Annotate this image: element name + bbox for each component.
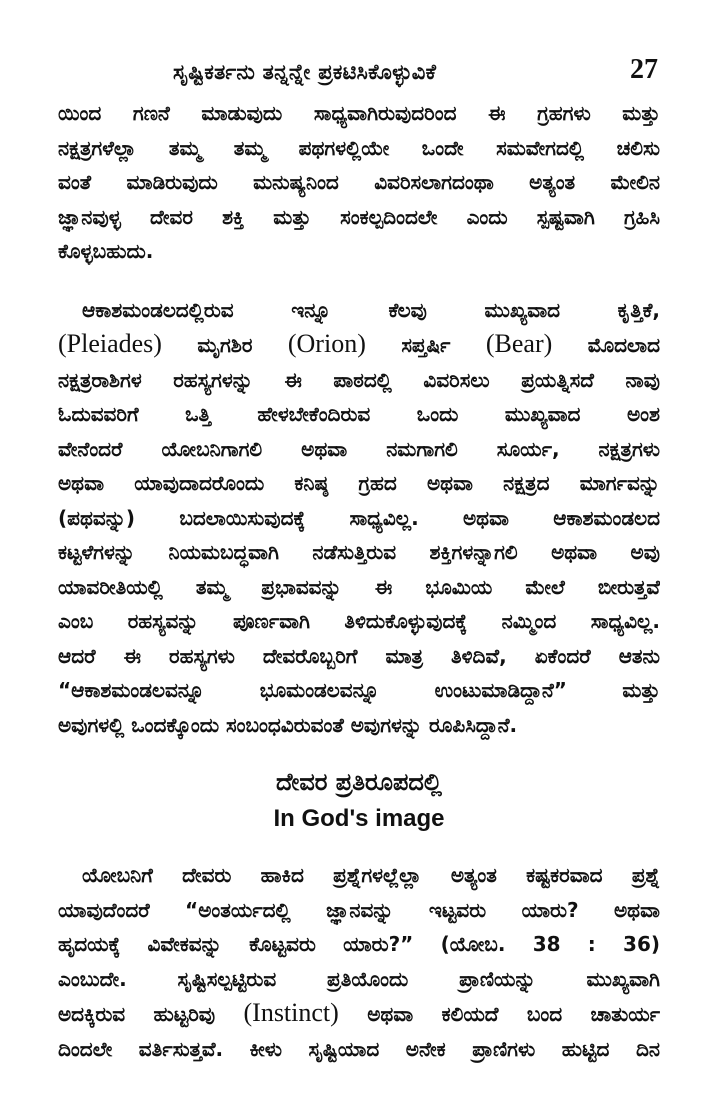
text-line: ಆದರೆ ಈ ರಹಸ್ಯಗಳು ದೇವರೊಬ್ಬರಿಗೆ ಮಾತ್ರ ತಿಳಿದಿವೆ, ಏಕೆಂದರೆ ಆತನು <box>58 643 660 668</box>
text-line-mixed <box>58 996 660 1032</box>
paragraph-constellations <box>58 293 660 743</box>
text-line: ಯಿಂದ ಗಣನೆ ಮಾಡುವುದು ಸಾಧ್ಯವಾಗಿರುವುದರಿಂದ ಈ ಗ್ರಹಗಳು ಮತ್ತು <box>58 101 660 125</box>
text-line: ದಿಂದಲೇ ವರ್ತಿಸುತ್ತವೆ. ಕೀಳು ಸೃಷ್ಟಿಯಾದ ಅನೇಕ ಪ್ರಾಣಿಗಳು ಹುಟ್ಟಿದ ದಿನ <box>58 1036 660 1061</box>
text-line: ಜ್ಞಾನವುಳ್ಳ ದೇವರ ಶಕ್ತಿ ಮತ್ತು ಸಂಕಲ್ಪದಿಂದಲೇ ಎಂದು ಸ್ಪಷ್ಟವಾಗಿ ಗ್ರಹಿಸಿ <box>58 204 660 229</box>
text-line: ಎಂಬುದೇ. ಸೃಷ್ಟಿಸಲ್ಪಟ್ಟಿರುವ ಪ್ರತಿಯೊಂದು ಪ್ರಾಣಿಯನ್ನು ಮುಖ್ಯವಾಗಿ <box>58 966 660 991</box>
section-heading-english: In God's image <box>273 805 445 832</box>
text-line: ಯಾವರೀತಿಯಲ್ಲಿ ತಮ್ಮ ಪ್ರಭಾವವನ್ನು ಈ ಭೂಮಿಯ ಮೇಲೆ ಬೀರುತ್ತವೆ <box>58 574 660 599</box>
term-instinct: (Instinct) <box>243 998 339 1027</box>
text-line: ಆಕಾಶಮಂಡಲದಲ್ಲಿರುವ ಇನ್ನೂ ಕೆಲವು ಮುಖ್ಯವಾದ ಕೃತ್ತಿಕೆ, <box>82 297 660 322</box>
paragraph-gods-image <box>58 858 660 1066</box>
text-line: ನಕ್ಷತ್ರರಾಶಿಗಳ ರಹಸ್ಯಗಳನ್ನು ಈ ಪಾಠದಲ್ಲಿ ವಿವರಿಸಲು ಪ್ರಯತ್ನಿಸದೆ ನಾವು <box>58 367 660 392</box>
text-line: ಯೋಬನಿಗೆ ದೇವರು ಹಾಕಿದ ಪ್ರಶ್ನೆಗಳಲ್ಲೆಲ್ಲಾ ಅತ್ಯಂತ ಕಷ್ಟಕರವಾದ ಪ್ರಶ್ನೆ <box>82 863 660 887</box>
term-pleiades: (Pleiades) <box>58 329 162 358</box>
text-line: ಯಾವುದೆಂದರೆ “ಅಂತರ್ಯದಲ್ಲಿ ಜ್ಞಾನವನ್ನು ಇಟ್ಟವರು ಯಾರು? ಅಥವಾ <box>58 897 660 922</box>
text-line: ಓದುವವರಿಗೆ ಒತ್ತಿ ಹೇಳಬೇಕೆಂದಿರುವ ಒಂದು ಮುಖ್ಯವಾದ ಅಂಶ <box>58 402 660 426</box>
text-line: ಎಂಬ ರಹಸ್ಯವನ್ನು ಪೂರ್ಣವಾಗಿ ತಿಳಿದುಕೊಳ್ಳುವುದಕ್ಕೆ ನಮ್ಮಿಂದ ಸಾಧ್ಯವಿಲ್ಲ. <box>58 609 660 633</box>
term-saptarshi: ಸಪ್ತರ್ಷಿ <box>401 333 451 357</box>
term-bear: (Bear) <box>485 329 553 358</box>
text-line: ಕೊಳ್ಳಬಹುದು. <box>58 239 154 263</box>
running-title: ಸೃಷ್ಟಿಕರ್ತನು ತನ್ನನ್ನೇ ಪ್ರಕಟಿಸಿಕೊಳ್ಳುವಿಕೆ <box>173 60 437 84</box>
text-line: ಹೃದಯಕ್ಕೆ ವಿವೇಕವನ್ನು ಕೊಟ್ಟವರು ಯಾರು?” (ಯೋಬ. 38 : 36) <box>58 932 660 956</box>
text-line: “ಆಕಾಶಮಂಡಲವನ್ನೂ ಭೂಮಂಡಲವನ್ನೂ ಉಂಟುಮಾಡಿದ್ದಾನೆ” ಮತ್ತು <box>58 678 660 702</box>
running-head <box>58 50 660 96</box>
text-line: ವೇನೆಂದರೆ ಯೋಬನಿಗಾಗಲಿ ಅಥವಾ ನಮಗಾಗಲಿ ಸೂರ್ಯ, ನಕ್ಷತ್ರಗಳು <box>58 436 660 461</box>
text-line: ವಂತೆ ಮಾಡಿರುವುದು ಮನುಷ್ಯನಿಂದ ವಿವರಿಸಲಾಗದಂಥಾ ಅತ್ಯಂತ ಮೇಲಿನ <box>58 170 660 194</box>
section-heading <box>58 764 660 838</box>
text-line: (ಪಥವನ್ನು) ಬದಲಾಯಿಸುವುದಕ್ಕೆ ಸಾಧ್ಯವಿಲ್ಲ. ಅಥವಾ ಆಕಾಶಮಂಡಲದ <box>58 505 660 530</box>
term-orion: (Orion) <box>287 329 366 358</box>
section-heading-kannada: ದೇವರ ಪ್ರತಿರೂಪದಲ್ಲಿ <box>275 768 443 796</box>
term-mrigashira: ಮೃಗಶಿರ <box>197 333 253 357</box>
book-page <box>58 50 660 1066</box>
paragraph-continuation <box>58 96 660 269</box>
text-line-mixed <box>58 327 660 363</box>
text-segment: ಅಥವಾ ಕಲಿಯದೆ ಬಂದ ಚಾತುರ್ಯ <box>367 1002 660 1026</box>
text-line: ಅವುಗಳಲ್ಲಿ ಒಂದಕ್ಕೊಂದು ಸಂಬಂಧವಿರುವಂತೆ ಅವುಗಳನ್ನು ರೂಪಿಸಿದ್ದಾನೆ. <box>58 712 518 737</box>
text-segment: ಅದಕ್ಕಿರುವ ಹುಟ್ಟರಿವು <box>58 1002 216 1026</box>
word-modalada: ಮೊದಲಾದ <box>587 333 660 357</box>
text-line: ಅಥವಾ ಯಾವುದಾದರೊಂದು ಕನಿಷ್ಠ ಗ್ರಹದ ಅಥವಾ ನಕ್ಷತ್ರದ ಮಾರ್ಗವನ್ನು <box>58 471 660 495</box>
page-number: 27 <box>630 54 658 85</box>
text-line: ನಕ್ಷತ್ರಗಳೆಲ್ಲಾ ತಮ್ಮ ತಮ್ಮ ಪಥಗಳಲ್ಲಿಯೇ ಒಂದೇ ಸಮವೇಗದಲ್ಲಿ ಚಲಿಸು <box>58 135 660 160</box>
text-line: ಕಟ್ಟಳೆಗಳನ್ನು ನಿಯಮಬದ್ಧವಾಗಿ ನಡೆಸುತ್ತಿರುವ ಶಕ್ತಿಗಳನ್ನಾಗಲಿ ಅಥವಾ ಅವು <box>58 540 660 564</box>
